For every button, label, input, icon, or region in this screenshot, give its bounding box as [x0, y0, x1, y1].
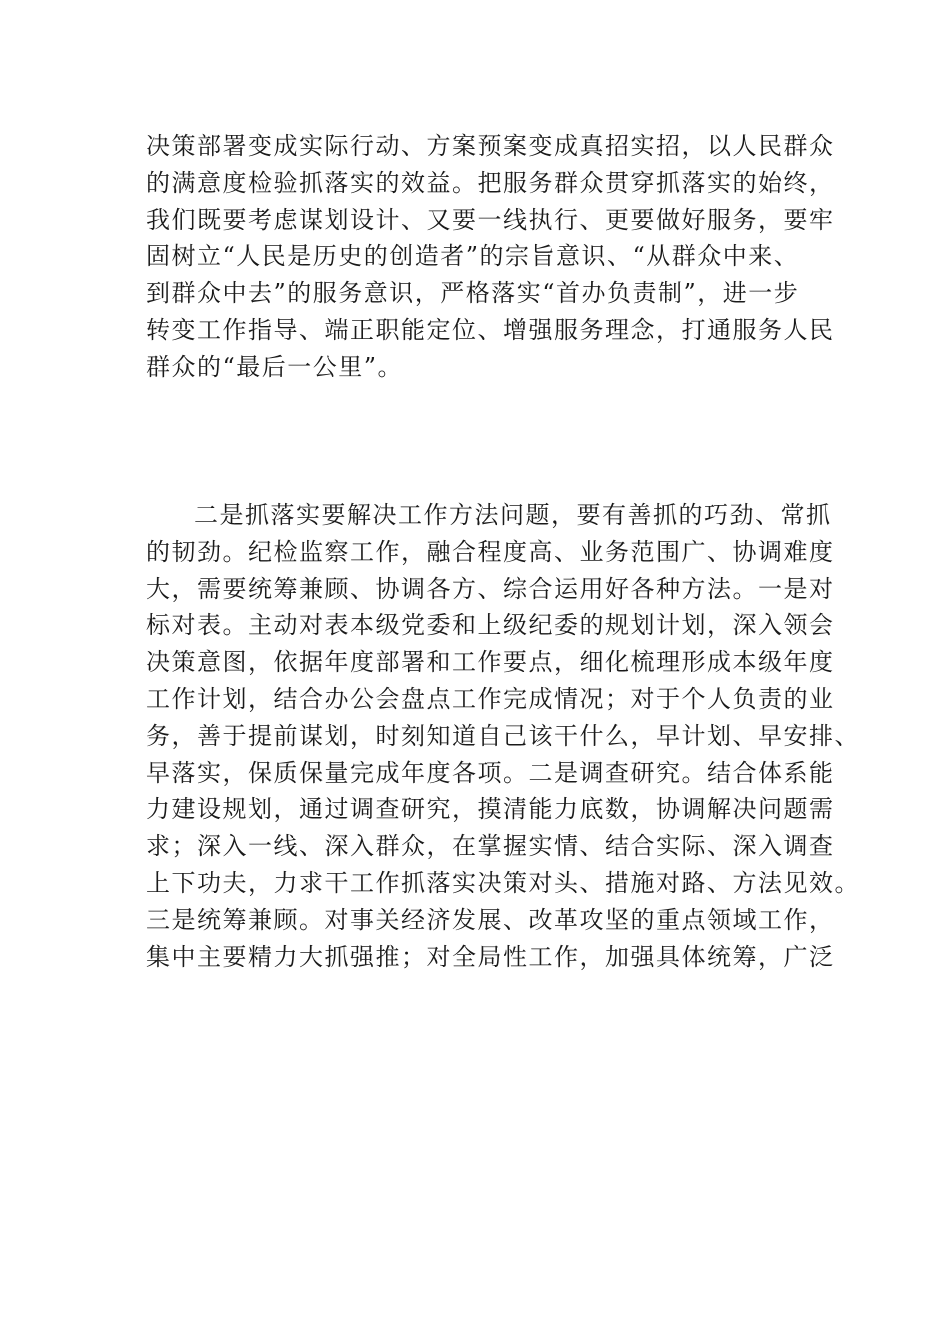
text-line: 三是统筹兼顾。对事关经济发展、改革攻坚的重点领域工作，	[146, 905, 835, 934]
paragraph-2	[146, 497, 860, 975]
text-line: 转变工作指导、端正职能定位、增强服务理念，打通服务人民	[146, 315, 835, 344]
text-line: 群众的“最后一公里”。	[146, 352, 404, 381]
text-line: 固树立“人民是历史的创造者”的宗旨意识、“从群众中来、	[146, 242, 800, 271]
text-line: 上下功夫，力求干工作抓落实决策对头、措施对路、方法见效。	[146, 868, 860, 897]
text-line: 的满意度检验抓落实的效益。把服务群众贯穿抓落实的始终，	[146, 168, 835, 197]
text-line: 求；深入一线、深入群众，在掌握实情、结合实际、深入调查	[146, 832, 835, 861]
text-line: 大，需要统筹兼顾、协调各方、综合运用好各种方法。一是对	[146, 574, 835, 603]
paragraph-1	[146, 128, 835, 386]
text-line: 决策意图，依据年度部署和工作要点，细化梳理形成本级年度	[146, 648, 835, 677]
text-line: 务，善于提前谋划，时刻知道自己该干什么，早计划、早安排、	[146, 721, 860, 750]
text-line: 的韧劲。纪检监察工作，融合程度高、业务范围广、协调难度	[146, 537, 835, 566]
text-line: 早落实，保质保量完成年度各项。二是调查研究。结合体系能	[146, 758, 835, 787]
text-line: 二是抓落实要解决工作方法问题，要有善抓的巧劲、常抓	[194, 501, 832, 529]
text-line: 决策部署变成实际行动、方案预案变成真招实招，以人民群众	[146, 132, 835, 160]
text-line: 标对表。主动对表本级党委和上级纪委的规划计划，深入领会	[146, 611, 835, 640]
text-line: 到群众中去”的服务意识，严格落实“首办负责制”，进一步	[146, 279, 800, 308]
text-line: 工作计划，结合办公会盘点工作完成情况；对于个人负责的业	[146, 684, 835, 713]
text-line: 我们既要考虑谋划设计、又要一线执行、更要做好服务，要牢	[146, 205, 835, 234]
text-line: 集中主要精力大抓强推；对全局性工作，加强具体统筹，广泛	[146, 942, 835, 971]
text-line: 力建设规划，通过调查研究，摸清能力底数，协调解决问题需	[146, 795, 835, 824]
